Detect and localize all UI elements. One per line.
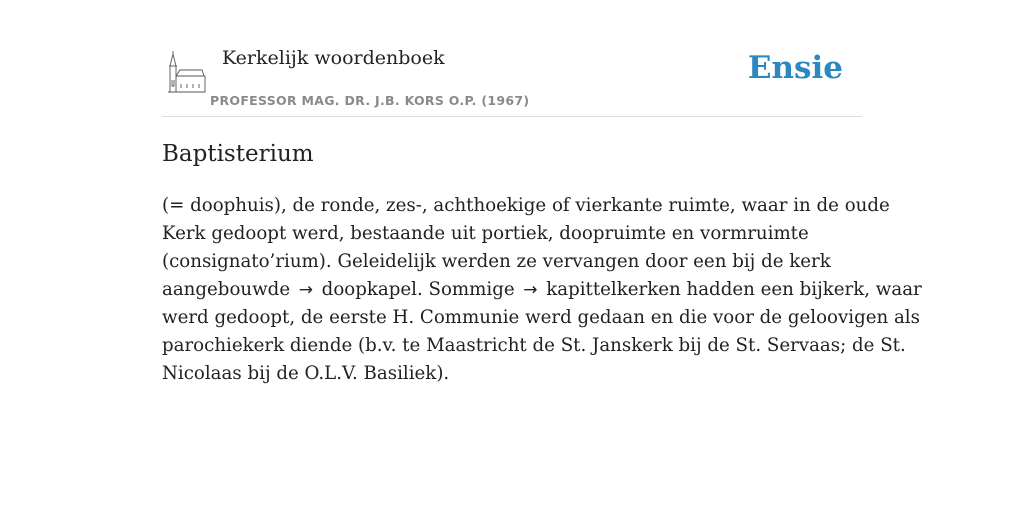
header <box>162 42 862 117</box>
xref-link-doopkapel[interactable]: doopkapel <box>321 279 417 300</box>
definition-line <box>162 276 922 304</box>
xref-link-kapittelkerken[interactable]: kapittelkerken <box>546 279 681 300</box>
ensie-logo-link[interactable]: Ensie <box>747 50 843 86</box>
church-icon <box>166 50 206 94</box>
definition-text: aangebouwde <box>162 279 296 300</box>
definition-line: (= doophuis), de ronde, zes-, achthoekige of vierkante ruimte, waar in de oude <box>162 195 890 216</box>
author-line: PROFESSOR MAG. DR. J.B. KORS O.P. (1967) <box>210 93 530 108</box>
definition-line: parochiekerk diende (b.v. te Maastricht de St. Janskerk bij de St. Servaas; de St. <box>162 335 906 356</box>
arrow-right-icon: → <box>523 280 538 300</box>
definition-line: Nicolaas bij de O.L.V. Basiliek). <box>162 363 450 384</box>
arrow-right-icon: → <box>298 280 313 300</box>
entry-headword: Baptisterium <box>162 141 314 167</box>
definition-line: Kerk gedoopt werd, bestaande uit portiek, doopruimte en vormruimte <box>162 223 809 244</box>
definition-text: . Sommige <box>416 279 521 300</box>
entry-definition <box>162 192 922 388</box>
definition-text: hadden een bijkerk, waar <box>680 279 922 300</box>
definition-line: (consignato’rium). Geleidelijk werden ze vervangen door een bij de kerk <box>162 251 831 272</box>
definition-line: werd gedoopt, de eerste H. Communie werd gedaan en die voor de geloovigen als <box>162 307 920 328</box>
book-title[interactable]: Kerkelijk woordenboek <box>222 47 445 69</box>
